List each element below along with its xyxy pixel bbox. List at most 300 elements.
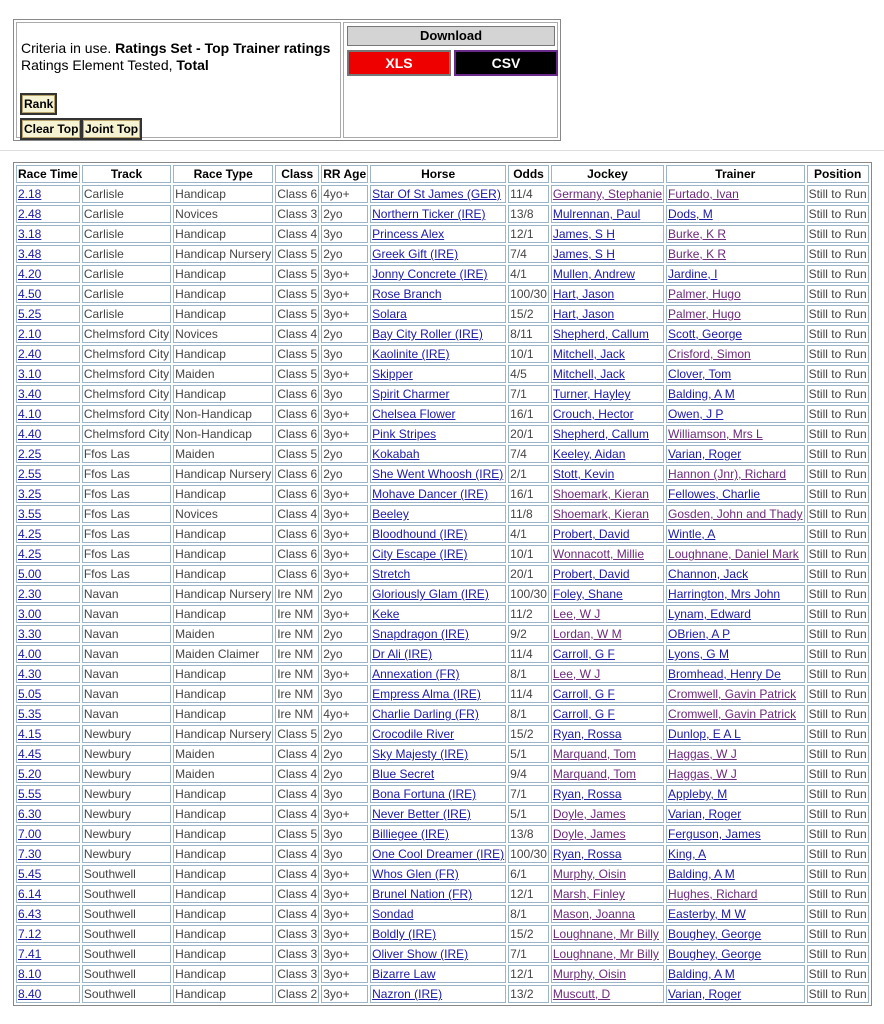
class-cell: Class 5 [277, 727, 318, 741]
race-time-link[interactable]: 5.45 [18, 867, 42, 881]
horse-cell [370, 985, 506, 1003]
track-cell: Navan [82, 665, 171, 683]
race-time-link[interactable]: 4.00 [18, 647, 42, 661]
jockey-link[interactable]: Mason, Joanna [552, 907, 635, 921]
jockey-link[interactable]: Marquand, Tom [552, 767, 637, 781]
horse-link[interactable]: She Went Whoosh (IRE) [372, 467, 504, 481]
class-cell: Class 5 [277, 307, 318, 321]
jockey-link[interactable]: James, S H [552, 247, 615, 261]
table-row [16, 685, 869, 703]
trainer-link[interactable]: Lyons, G M [668, 647, 729, 661]
jockey-link[interactable]: Carroll, G F [552, 707, 615, 721]
horse-link[interactable]: Bloodhound (IRE) [372, 527, 468, 541]
jockey-link[interactable]: Mitchell, Jack [552, 347, 625, 361]
race-time-link[interactable]: 5.00 [18, 567, 42, 581]
trainer-link[interactable]: Williamson, Mrs L [668, 427, 763, 441]
race-time-link[interactable]: 3.55 [18, 507, 42, 521]
horse-link[interactable]: Brunel Nation (FR) [372, 887, 473, 901]
table-row [16, 405, 869, 423]
trainer-link[interactable]: Scott, George [668, 327, 743, 341]
jockey-cell [551, 445, 664, 463]
race-time-cell [16, 405, 80, 423]
position-cell: Still to Run [808, 987, 867, 1001]
trainer-link[interactable]: Burke, K R [668, 227, 727, 241]
race-time-link[interactable]: 3.48 [18, 247, 42, 261]
trainer-link[interactable]: Varian, Roger [668, 807, 742, 821]
horse-link[interactable]: Boldly (IRE) [372, 927, 437, 941]
track-cell: Ffos Las [82, 465, 171, 483]
track-cell: Chelmsford City [83, 407, 170, 421]
jockey-link[interactable]: Stott, Kevin [552, 467, 615, 481]
race-time-link[interactable]: 6.14 [18, 887, 42, 901]
trainer-link[interactable]: Burke, K R [668, 247, 727, 261]
horse-link[interactable]: City Escape (IRE) [372, 547, 468, 561]
race-time-link[interactable]: 4.30 [18, 667, 42, 681]
horse-link[interactable]: Rose Branch [372, 287, 442, 301]
horse-cell [370, 825, 506, 843]
track-cell: Navan [82, 605, 171, 623]
jockey-link[interactable]: Probert, David [552, 527, 630, 541]
race-time-cell [16, 365, 80, 383]
race-type-cell: Handicap [173, 925, 273, 943]
jockey-link[interactable]: James, S H [552, 227, 615, 241]
jockey-link[interactable]: Ryan, Rossa [552, 787, 622, 801]
jockey-cell [551, 725, 664, 743]
jockey-cell [551, 505, 664, 523]
race-time-cell [16, 605, 80, 623]
jockey-link[interactable]: Marsh, Finley [552, 887, 625, 901]
horse-link[interactable]: Snapdragon (IRE) [372, 627, 469, 641]
jockey-link[interactable]: Keeley, Aidan [552, 447, 626, 461]
trainer-link[interactable]: Boughey, George [668, 927, 762, 941]
horse-cell [370, 865, 506, 883]
trainer-link[interactable]: Jardine, I [668, 267, 718, 281]
jockey-link[interactable]: Wonnacott, Millie [552, 547, 645, 561]
race-time-link[interactable]: 7.41 [18, 947, 42, 961]
trainer-link[interactable]: Ferguson, James [668, 827, 761, 841]
horse-link[interactable]: Chelsea Flower [372, 407, 456, 421]
track-cell: Chelmsford City [83, 387, 170, 401]
race-time-link[interactable]: 4.10 [18, 407, 42, 421]
position-cell: Still to Run [808, 587, 867, 601]
class-cell: Ire NM [275, 645, 319, 663]
trainer-link[interactable]: Palmer, Hugo [668, 287, 741, 301]
trainer-link[interactable]: Owen, J P [668, 407, 724, 421]
position-cell: Still to Run [808, 187, 867, 201]
race-time-cell [16, 885, 80, 903]
jockey-link[interactable]: Lee, W J [552, 607, 601, 621]
class-cell: Ire NM [275, 705, 319, 723]
race-time-link[interactable]: 3.30 [18, 627, 42, 641]
jockey-cell [551, 985, 664, 1003]
trainer-link[interactable]: Wintle, A [668, 527, 716, 541]
horse-link[interactable]: Princess Alex [372, 227, 445, 241]
race-time-link[interactable]: 4.45 [18, 747, 42, 761]
criteria-prefix: Criteria in use. [21, 40, 116, 56]
track-cell: Chelmsford City [83, 427, 170, 441]
track-cell: Carlisle [82, 285, 171, 303]
jockey-link[interactable]: Foley, Shane [552, 587, 623, 601]
horse-cell [370, 325, 506, 343]
race-type-cell: Maiden [173, 765, 273, 783]
horse-link[interactable]: Greek Gift (IRE) [372, 247, 459, 261]
race-type-cell: Handicap [173, 665, 273, 683]
race-time-link[interactable]: 4.15 [18, 727, 42, 741]
trainer-link[interactable]: Clover, Tom [668, 367, 732, 381]
race-type-cell: Handicap [173, 545, 273, 563]
odds-cell: 8/1 [508, 705, 549, 723]
csv-download-button[interactable]: CSV [454, 50, 558, 76]
class-cell: Class 6 [277, 407, 318, 421]
race-time-link[interactable]: 2.55 [18, 467, 42, 481]
horse-link[interactable]: Dr Ali (IRE) [372, 647, 433, 661]
table-row [16, 285, 869, 303]
horse-link[interactable]: Pink Stripes [372, 427, 437, 441]
odds-cell: 7/1 [508, 945, 549, 963]
jockey-cell [551, 785, 664, 803]
position-cell: Still to Run [808, 607, 867, 621]
jockey-link[interactable]: Doyle, James [552, 827, 626, 841]
horse-link[interactable]: Blue Secret [372, 767, 435, 781]
jockey-cell [551, 565, 664, 583]
rr-age-cell: 3yo+ [321, 945, 368, 963]
race-time-link[interactable]: 5.35 [18, 707, 42, 721]
trainer-link[interactable]: Gosden, John and Thady [668, 507, 803, 521]
jockey-link[interactable]: Shoemark, Kieran [552, 487, 649, 501]
horse-cell [370, 925, 506, 943]
class-cell: Class 5 [277, 287, 318, 301]
odds-cell: 7/4 [508, 445, 549, 463]
horse-link[interactable]: Never Better (IRE) [372, 807, 471, 821]
horse-link[interactable]: Star Of St James (GER) [372, 187, 501, 201]
horse-cell [370, 205, 506, 223]
odds-cell: 7/4 [508, 245, 549, 263]
race-time-cell [16, 705, 80, 723]
rr-age-cell: 3yo+ [321, 425, 368, 443]
table-row [16, 725, 869, 743]
trainer-link[interactable]: Haggas, W J [668, 747, 737, 761]
trainer-link[interactable]: Easterby, M W [668, 907, 746, 921]
table-row [16, 825, 869, 843]
rr-age-cell: 3yo+ [321, 605, 368, 623]
jockey-link[interactable]: Shoemark, Kieran [552, 507, 649, 521]
horse-link[interactable]: Stretch [372, 567, 411, 581]
horse-cell [370, 285, 506, 303]
jockey-link[interactable]: Muscutt, D [552, 987, 611, 1001]
trainer-link[interactable]: Cromwell, Gavin Patrick [668, 707, 797, 721]
rr-age-cell: 3yo+ [321, 285, 368, 303]
race-time-link[interactable]: 7.30 [18, 847, 42, 861]
rr-age-cell: 3yo [321, 685, 368, 703]
jockey-link[interactable]: Mulrennan, Paul [552, 207, 641, 221]
trainer-link[interactable]: Haggas, W J [668, 767, 737, 781]
race-time-link[interactable]: 3.10 [18, 367, 42, 381]
position-cell: Still to Run [808, 927, 867, 941]
track-cell: Navan [82, 625, 171, 643]
horse-link[interactable]: Oliver Show (IRE) [372, 947, 469, 961]
horse-link[interactable]: Sky Majesty (IRE) [372, 747, 469, 761]
class-cell: Class 5 [277, 267, 318, 281]
horse-link[interactable]: Annexation (FR) [372, 667, 460, 681]
race-time-link[interactable]: 7.00 [18, 827, 42, 841]
odds-cell: 20/1 [508, 425, 549, 443]
trainer-link[interactable]: Palmer, Hugo [668, 307, 741, 321]
joint-top-button[interactable]: Joint Top [81, 118, 142, 140]
horse-link[interactable]: Kaolinite (IRE) [372, 347, 450, 361]
race-time-link[interactable]: 8.10 [18, 967, 42, 981]
trainer-cell [666, 545, 805, 563]
horse-link[interactable]: Skipper [372, 367, 413, 381]
trainer-link[interactable]: Boughey, George [668, 947, 762, 961]
race-time-link[interactable]: 2.40 [18, 347, 42, 361]
trainer-cell [666, 605, 805, 623]
class-cell: Class 5 [277, 447, 318, 461]
jockey-link[interactable]: Hart, Jason [552, 307, 615, 321]
table-row [16, 785, 869, 803]
race-time-cell [16, 465, 80, 483]
race-time-link[interactable]: 2.10 [18, 327, 42, 341]
xls-download-button[interactable]: XLS [347, 50, 451, 76]
track-cell: Ffos Las [82, 525, 171, 543]
horse-link[interactable]: Nazron (IRE) [372, 987, 443, 1001]
class-cell: Class 4 [277, 227, 318, 241]
race-type-cell: Handicap [173, 785, 273, 803]
trainer-link[interactable]: Lynam, Edward [668, 607, 751, 621]
class-cell: Class 3 [277, 947, 318, 961]
horse-link[interactable]: Spirit Charmer [372, 387, 450, 401]
trainer-link[interactable]: Balding, A M [668, 967, 735, 981]
race-time-link[interactable]: 3.40 [18, 387, 42, 401]
track-cell: Southwell [82, 865, 171, 883]
header-trainer: Trainer [666, 165, 805, 183]
jockey-link[interactable]: Lordan, W M [552, 627, 622, 641]
trainer-link[interactable]: Harrington, Mrs John [668, 587, 781, 601]
race-time-link[interactable]: 3.18 [18, 227, 42, 241]
trainer-cell [666, 345, 805, 363]
race-type-cell: Handicap [173, 285, 273, 303]
trainer-link[interactable]: Hannon (Jnr), Richard [668, 467, 787, 481]
horse-link[interactable]: Jonny Concrete (IRE) [372, 267, 488, 281]
race-time-link[interactable]: 4.25 [18, 527, 42, 541]
track-cell: Carlisle [82, 265, 171, 283]
jockey-link[interactable]: Loughnane, Mr Billy [552, 927, 659, 941]
trainer-link[interactable]: King, A [668, 847, 707, 861]
jockey-cell [551, 645, 664, 663]
rr-age-cell: 3yo+ [321, 505, 368, 523]
race-type-cell: Handicap [173, 985, 273, 1003]
position-cell: Still to Run [808, 207, 867, 221]
race-time-link[interactable]: 2.48 [18, 207, 42, 221]
jockey-cell [551, 905, 664, 923]
jockey-link[interactable]: Ryan, Rossa [552, 727, 622, 741]
jockey-link[interactable]: Doyle, James [552, 807, 626, 821]
jockey-cell [551, 245, 664, 263]
jockey-link[interactable]: Carroll, G F [552, 647, 615, 661]
race-time-cell [16, 485, 80, 503]
odds-cell: 9/2 [508, 625, 549, 643]
race-time-link[interactable]: 4.50 [18, 287, 42, 301]
race-type-cell: Handicap Nursery [175, 467, 272, 481]
race-time-link[interactable]: 4.40 [18, 427, 42, 441]
race-time-link[interactable]: 2.18 [18, 187, 42, 201]
horse-link[interactable]: Crocodile River [372, 727, 455, 741]
horse-link[interactable]: Bona Fortuna (IRE) [372, 787, 477, 801]
trainer-cell [666, 505, 805, 523]
race-time-cell [16, 945, 80, 963]
race-type-cell: Handicap [173, 965, 273, 983]
jockey-cell [551, 325, 664, 343]
jockey-link[interactable]: Mullen, Andrew [552, 267, 635, 281]
horse-link[interactable]: Empress Alma (IRE) [372, 687, 481, 701]
position-cell: Still to Run [808, 467, 867, 481]
jockey-link[interactable]: Carroll, G F [552, 687, 615, 701]
horse-link[interactable]: Mohave Dancer (IRE) [372, 487, 489, 501]
jockey-link[interactable]: Hart, Jason [552, 287, 615, 301]
position-cell: Still to Run [808, 967, 867, 981]
position-cell: Still to Run [808, 647, 867, 661]
race-time-link[interactable]: 4.25 [18, 547, 42, 561]
race-time-cell [16, 225, 80, 243]
jockey-link[interactable]: Probert, David [552, 567, 630, 581]
position-cell: Still to Run [808, 727, 867, 741]
class-cell: Class 3 [277, 967, 318, 981]
trainer-link[interactable]: Appleby, M [668, 787, 728, 801]
jockey-link[interactable]: Marquand, Tom [552, 747, 637, 761]
race-time-link[interactable]: 3.00 [18, 607, 42, 621]
trainer-link[interactable]: Furtado, Ivan [668, 187, 739, 201]
race-time-cell [16, 845, 80, 863]
track-cell: Southwell [82, 945, 171, 963]
trainer-link[interactable]: Cromwell, Gavin Patrick [668, 687, 797, 701]
race-time-link[interactable]: 8.40 [18, 987, 42, 1001]
horse-link[interactable]: Keke [372, 607, 400, 621]
horse-link[interactable]: Sondad [372, 907, 414, 921]
table-row [16, 465, 869, 483]
horse-cell [370, 565, 506, 583]
race-time-link[interactable]: 5.55 [18, 787, 42, 801]
trainer-link[interactable]: Fellowes, Charlie [668, 487, 761, 501]
horse-link[interactable]: Solara [372, 307, 407, 321]
table-body [16, 185, 869, 1003]
horse-link[interactable]: Whos Glen (FR) [372, 867, 459, 881]
horse-cell [370, 745, 506, 763]
rr-age-cell: 3yo [321, 825, 368, 843]
odds-cell: 5/1 [508, 745, 549, 763]
class-cell: Class 3 [277, 927, 318, 941]
trainer-link[interactable]: Balding, A M [668, 387, 735, 401]
header-horse: Horse [370, 165, 506, 183]
track-cell: Navan [82, 585, 171, 603]
trainer-link[interactable]: Dunlop, E A L [668, 727, 741, 741]
horse-link[interactable]: Charlie Darling (FR) [372, 707, 479, 721]
horse-link[interactable]: Northern Ticker (IRE) [372, 207, 486, 221]
odds-cell: 11/4 [508, 185, 549, 203]
trainer-link[interactable]: Channon, Jack [668, 567, 749, 581]
jockey-link[interactable]: Ryan, Rossa [552, 847, 622, 861]
jockey-link[interactable]: Murphy, Oisin [552, 967, 627, 981]
trainer-link[interactable]: Loughnane, Daniel Mark [668, 547, 799, 561]
race-time-link[interactable]: 4.20 [18, 267, 42, 281]
jockey-cell [551, 745, 664, 763]
trainer-link[interactable]: Crisford, Simon [668, 347, 751, 361]
horse-link[interactable]: Beeley [372, 507, 409, 521]
jockey-link[interactable]: Loughnane, Mr Billy [552, 947, 659, 961]
horse-link[interactable]: Bay City Roller (IRE) [372, 327, 483, 341]
race-time-link[interactable]: 5.25 [18, 307, 42, 321]
rank-button[interactable]: Rank [20, 93, 57, 115]
jockey-link[interactable]: Shepherd, Callum [552, 327, 649, 341]
jockey-link[interactable]: Murphy, Oisin [552, 867, 627, 881]
race-time-link[interactable]: 5.05 [18, 687, 42, 701]
jockey-link[interactable]: Crouch, Hector [552, 407, 634, 421]
horse-link[interactable]: Billiegee (IRE) [372, 827, 449, 841]
horse-link[interactable]: Kokabah [372, 447, 420, 461]
horse-cell [370, 525, 506, 543]
horse-link[interactable]: Bizarre Law [372, 967, 436, 981]
trainer-link[interactable]: Balding, A M [668, 867, 735, 881]
trainer-cell [666, 745, 805, 763]
trainer-cell [666, 425, 805, 443]
odds-cell: 5/1 [508, 805, 549, 823]
rr-age-cell: 3yo+ [321, 985, 368, 1003]
race-time-cell [16, 205, 80, 223]
table-row [16, 245, 869, 263]
race-time-link[interactable]: 6.43 [18, 907, 42, 921]
track-cell: Navan [82, 685, 171, 703]
jockey-link[interactable]: Lee, W J [552, 667, 601, 681]
jockey-link[interactable]: Turner, Hayley [552, 387, 631, 401]
criteria-panel [13, 19, 561, 141]
odds-cell: 20/1 [508, 565, 549, 583]
race-time-link[interactable]: 3.25 [18, 487, 42, 501]
race-time-cell [16, 925, 80, 943]
trainer-link[interactable]: Varian, Roger [668, 987, 742, 1001]
trainer-link[interactable]: Bromhead, Henry De [668, 667, 781, 681]
jockey-cell [551, 185, 664, 203]
rr-age-cell: 3yo+ [321, 485, 368, 503]
horse-cell [370, 785, 506, 803]
horse-link[interactable]: One Cool Dreamer (IRE) [372, 847, 505, 861]
track-cell: Newbury [82, 825, 171, 843]
race-time-link[interactable]: 2.25 [18, 447, 42, 461]
race-time-link[interactable]: 2.30 [18, 587, 42, 601]
jockey-link[interactable]: Shepherd, Callum [552, 427, 649, 441]
jockey-link[interactable]: Germany, Stephanie [552, 187, 663, 201]
odds-cell: 4/1 [508, 265, 549, 283]
trainer-link[interactable]: OBrien, A P [668, 627, 731, 641]
track-cell: Carlisle [82, 225, 171, 243]
trainer-link[interactable]: Dods, M [668, 207, 713, 221]
table-row [16, 605, 869, 623]
race-time-link[interactable]: 7.12 [18, 927, 42, 941]
race-time-link[interactable]: 6.30 [18, 807, 42, 821]
horse-link[interactable]: Gloriously Glam (IRE) [372, 587, 489, 601]
race-time-link[interactable]: 5.20 [18, 767, 42, 781]
race-type-cell: Handicap [173, 345, 273, 363]
trainer-link[interactable]: Varian, Roger [668, 447, 742, 461]
trainer-cell [666, 445, 805, 463]
trainer-cell [666, 845, 805, 863]
position-cell: Still to Run [808, 627, 867, 641]
horse-cell [370, 445, 506, 463]
jockey-link[interactable]: Mitchell, Jack [552, 367, 625, 381]
odds-cell: 13/2 [508, 985, 549, 1003]
clear-top-button[interactable]: Clear Top [20, 118, 82, 140]
ratings-set: Ratings Set - Top Trainer ratings [115, 40, 331, 56]
criteria-box [16, 22, 341, 138]
horse-cell [370, 345, 506, 363]
trainer-link[interactable]: Hughes, Richard [668, 887, 758, 901]
